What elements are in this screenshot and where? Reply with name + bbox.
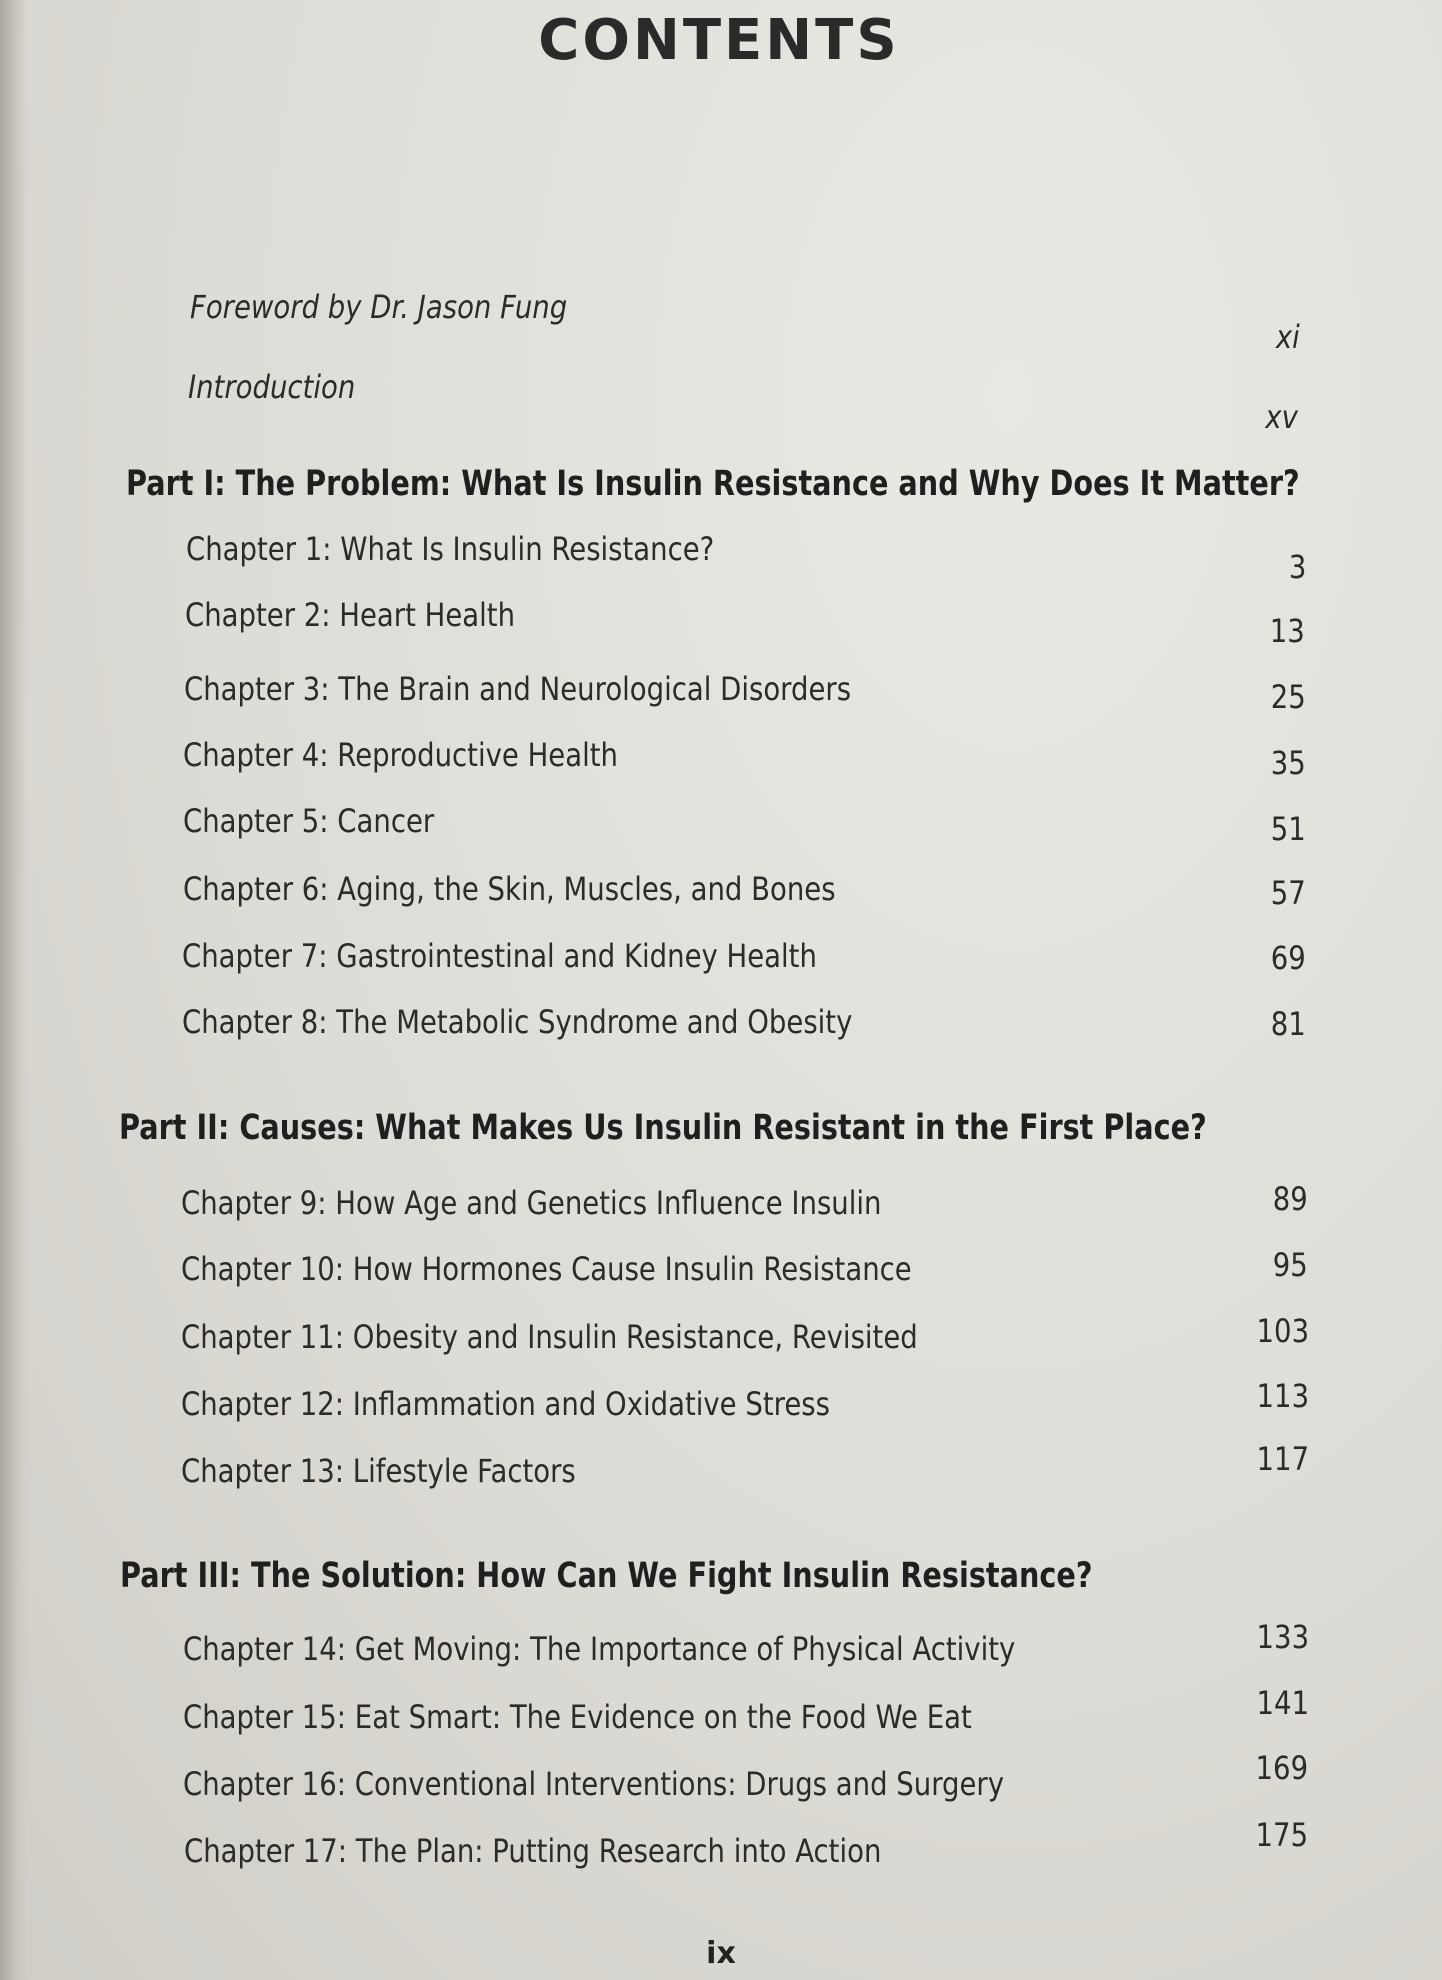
- entry-page-number: 133: [1256, 1618, 1309, 1656]
- page-gutter-shadow: [0, 0, 28, 1980]
- toc-entry-chapter-16: [183, 1749, 1308, 1825]
- entry-page-number: 35: [1270, 744, 1306, 782]
- entry-title: Chapter 2: Heart Health: [185, 596, 516, 634]
- entry-title: Chapter 15: Eat Smart: The Evidence on the Food We Eat: [183, 1698, 972, 1736]
- entry-title: Chapter 13: Lifestyle Factors: [181, 1452, 576, 1490]
- entry-title: Chapter 8: The Metabolic Syndrome and Obesity: [182, 1003, 853, 1041]
- entry-title: Chapter 16: Conventional Interventions: Drugs and Surgery: [183, 1765, 1005, 1803]
- toc-entry-chapter-9: [181, 1180, 1308, 1244]
- entry-title: Chapter 12: Inflammation and Oxidative Stress: [181, 1385, 830, 1423]
- entry-page-number: xv: [1265, 398, 1298, 436]
- page-folio: ix: [706, 1936, 736, 1971]
- entry-page-number: 51: [1270, 810, 1306, 848]
- entry-title: Foreword by Dr. Jason Fung: [190, 288, 568, 326]
- entry-page-number: 95: [1272, 1246, 1308, 1284]
- entry-page-number: 89: [1272, 1180, 1308, 1218]
- entry-title: Chapter 11: Obesity and Insulin Resistance, Revisited: [181, 1318, 918, 1356]
- entry-page-number: 113: [1256, 1377, 1309, 1415]
- entry-title: Chapter 14: Get Moving: The Importance of Physical Activity: [183, 1630, 1016, 1668]
- entry-title: Chapter 7: Gastrointestinal and Kidney Health: [182, 937, 817, 975]
- toc-entry-chapter-1: [186, 530, 1306, 590]
- entry-title: Chapter 17: The Plan: Putting Research into Action: [184, 1832, 882, 1870]
- toc-entry-chapter-12: [181, 1377, 1309, 1445]
- toc-entry-chapter-17: [184, 1816, 1308, 1892]
- entry-title: Chapter 6: Aging, the Skin, Muscles, and Bones: [183, 870, 836, 908]
- toc-entry-chapter-10: [181, 1246, 1308, 1310]
- entry-title: Introduction: [188, 368, 356, 406]
- entry-page-number: 3: [1288, 548, 1306, 586]
- entry-title: Chapter 1: What Is Insulin Resistance?: [186, 530, 715, 568]
- entry-page-number: 57: [1270, 874, 1306, 912]
- toc-entry-chapter-15: [183, 1684, 1309, 1758]
- entry-page-number: 13: [1269, 612, 1305, 650]
- toc-entry-chapter-4: [183, 736, 1306, 796]
- entry-page-number: xi: [1276, 318, 1300, 356]
- toc-entry-chapter-7: [182, 937, 1306, 997]
- toc-entry-chapter-14: [183, 1618, 1309, 1690]
- toc-entry-chapter-5: [183, 802, 1306, 862]
- toc-entry-chapter-6: [183, 870, 1306, 930]
- entry-page-number: 117: [1256, 1440, 1309, 1478]
- entry-page-number: 25: [1270, 678, 1306, 716]
- entry-page-number: 141: [1256, 1684, 1309, 1722]
- part-heading-2: Part II: Causes: What Makes Us Insulin Resistant in the First Place?: [119, 1108, 1207, 1148]
- entry-page-number: 103: [1256, 1312, 1309, 1350]
- toc-entry-chapter-3: [184, 670, 1306, 730]
- entry-page-number: 69: [1270, 939, 1306, 977]
- contents-heading: CONTENTS: [538, 8, 900, 73]
- entry-page-number: 169: [1255, 1749, 1308, 1787]
- entry-title: Chapter 4: Reproductive Health: [183, 736, 618, 774]
- part-heading-3: Part III: The Solution: How Can We Fight Insulin Resistance?: [120, 1556, 1093, 1596]
- entry-title: Chapter 9: How Age and Genetics Influence Insulin: [181, 1184, 882, 1222]
- entry-title: Chapter 10: How Hormones Cause Insulin Resistance: [181, 1250, 912, 1288]
- toc-entry-chapter-2: [185, 596, 1305, 656]
- toc-entry-chapter-8: [182, 1003, 1306, 1063]
- part-heading-1: Part I: The Problem: What Is Insulin Resistance and Why Does It Matter?: [126, 464, 1300, 504]
- toc-entry-chapter-11: [181, 1312, 1309, 1378]
- entry-page-number: 175: [1255, 1816, 1308, 1854]
- toc-entry-introduction: [188, 368, 1298, 436]
- entry-title: Chapter 3: The Brain and Neurological Disorders: [184, 670, 852, 708]
- entry-title: Chapter 5: Cancer: [183, 802, 435, 840]
- entry-page-number: 81: [1270, 1005, 1306, 1043]
- toc-entry-foreword: [190, 288, 1300, 356]
- toc-entry-chapter-13: [181, 1440, 1309, 1512]
